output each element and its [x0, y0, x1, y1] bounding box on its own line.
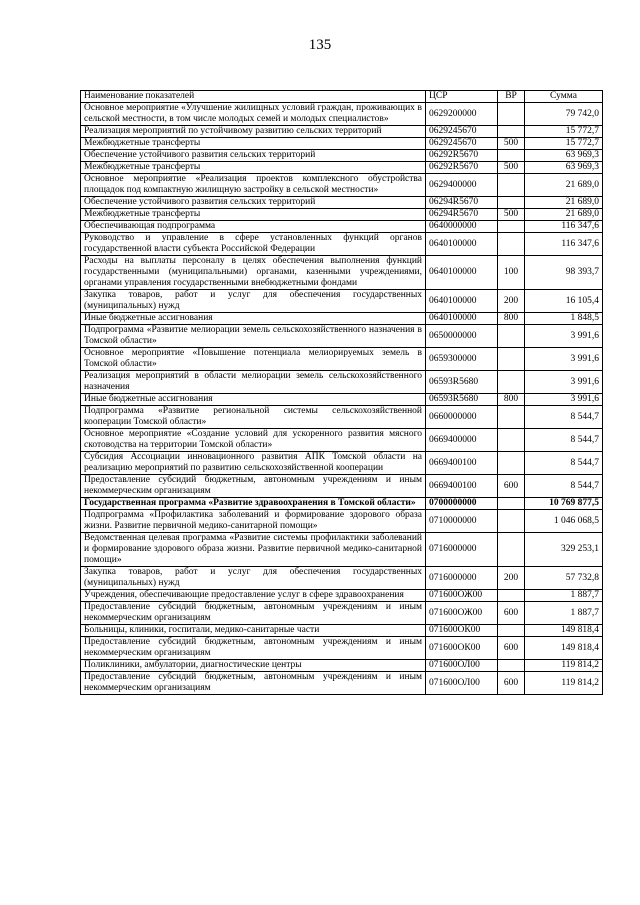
- cell-csr: 071600ОЖ00: [426, 602, 498, 625]
- cell-sum: 119 814,2: [525, 660, 603, 672]
- cell-vr: [498, 429, 525, 452]
- cell-csr: 06593R5680: [426, 371, 498, 394]
- cell-name: Закупка товаров, работ и услуг для обеспечения государственных (муниципальных) нужд: [81, 290, 426, 313]
- cell-vr: 600: [498, 637, 525, 660]
- cell-vr: [498, 510, 525, 533]
- table-row: [81, 672, 603, 695]
- cell-name: Предоставление субсидий бюджетным, автономным учреждениям и иным некоммерческим организациям: [81, 672, 426, 695]
- cell-vr: [498, 660, 525, 672]
- table-row: [81, 637, 603, 660]
- table-row: [81, 660, 603, 672]
- cell-csr: 0640000000: [426, 221, 498, 233]
- cell-vr: [498, 221, 525, 233]
- page-number: 135: [308, 37, 332, 53]
- table-row: [81, 533, 603, 567]
- cell-name: Закупка товаров, работ и услуг для обеспечения государственных (муниципальных) нужд: [81, 567, 426, 590]
- cell-vr: 600: [498, 475, 525, 498]
- cell-vr: 200: [498, 290, 525, 313]
- cell-name: Реализация мероприятий по устойчивому развитию сельских территорий: [81, 126, 426, 138]
- table-row: [81, 233, 603, 256]
- cell-name: Межбюджетные трансферты: [81, 162, 426, 174]
- cell-csr: 0660000000: [426, 406, 498, 429]
- table-row: [81, 209, 603, 221]
- cell-vr: 500: [498, 162, 525, 174]
- cell-csr: 0710000000: [426, 510, 498, 533]
- cell-sum: 16 105,4: [525, 290, 603, 313]
- cell-vr: [498, 174, 525, 197]
- cell-name: Основное мероприятие «Создание условий для ускоренного развития мясного скотоводства на территории Томской области»: [81, 429, 426, 452]
- cell-csr: 06294R5670: [426, 197, 498, 209]
- budget-table-body: [81, 91, 603, 695]
- cell-name: Основное мероприятие «Повышение потенциала мелиорируемых земель в Томской области»: [81, 348, 426, 371]
- cell-vr: [498, 371, 525, 394]
- cell-sum: 149 818,4: [525, 625, 603, 637]
- cell-name: Ведомственная целевая программа «Развитие системы профилактики заболеваний и формирование здорового образа жизни. Развитие первичной медико-санитарной помощи»: [81, 533, 426, 567]
- cell-name: Иные бюджетные ассигнования: [81, 394, 426, 406]
- cell-vr: 800: [498, 313, 525, 325]
- cell-sum: 63 969,3: [525, 162, 603, 174]
- cell-sum: 116 347,6: [525, 221, 603, 233]
- cell-csr: 0629400000: [426, 174, 498, 197]
- cell-name: Подпрограмма «Развитие региональной системы сельскохозяйственной кооперации Томской области»: [81, 406, 426, 429]
- cell-sum: 21 689,0: [525, 209, 603, 221]
- cell-csr: 071600ОЛ00: [426, 660, 498, 672]
- cell-name: Руководство и управление в сфере установленных функций органов государственной власти субъекта Российской Федерации: [81, 233, 426, 256]
- cell-sum: 15 772,7: [525, 138, 603, 150]
- cell-name: Подпрограмма «Профилактика заболеваний и формирование здорового образа жизни. Развитие первичной медико-санитарной помощи»: [81, 510, 426, 533]
- cell-sum: 8 544,7: [525, 475, 603, 498]
- table-row: [81, 256, 603, 290]
- header-sum: Сумма: [525, 91, 603, 103]
- cell-sum: 3 991,6: [525, 325, 603, 348]
- cell-vr: 200: [498, 567, 525, 590]
- cell-sum: 1 887,7: [525, 590, 603, 602]
- cell-vr: [498, 625, 525, 637]
- table-row: [81, 138, 603, 150]
- cell-name: Расходы на выплаты персоналу в целях обеспечения выполнения функций государственными (муниципальными) органами, казенными учреждениями, органами управления государственными внебюджетными фондами: [81, 256, 426, 290]
- cell-sum: 3 991,6: [525, 348, 603, 371]
- cell-sum: 3 991,6: [525, 371, 603, 394]
- cell-vr: 800: [498, 394, 525, 406]
- cell-sum: 79 742,0: [525, 103, 603, 126]
- cell-csr: 06292R5670: [426, 150, 498, 162]
- table-row: [81, 126, 603, 138]
- cell-sum: 8 544,7: [525, 429, 603, 452]
- cell-name: Предоставление субсидий бюджетным, автономным учреждениям и иным некоммерческим организациям: [81, 637, 426, 660]
- budget-table: [80, 90, 603, 695]
- cell-csr: 06292R5670: [426, 162, 498, 174]
- cell-name: Больницы, клиники, госпитали, медико-санитарные части: [81, 625, 426, 637]
- cell-vr: [498, 498, 525, 510]
- cell-sum: 149 818,4: [525, 637, 603, 660]
- cell-sum: 98 393,7: [525, 256, 603, 290]
- table-row: [81, 590, 603, 602]
- cell-csr: 0629245670: [426, 138, 498, 150]
- cell-name: Государственная программа «Развитие здравоохранения в Томской области»: [81, 498, 426, 510]
- cell-csr: 0669400000: [426, 429, 498, 452]
- cell-vr: [498, 590, 525, 602]
- cell-vr: 500: [498, 138, 525, 150]
- cell-vr: [498, 197, 525, 209]
- table-row: [81, 429, 603, 452]
- cell-sum: 21 689,0: [525, 197, 603, 209]
- cell-csr: 0659300000: [426, 348, 498, 371]
- header-vr: ВР: [498, 91, 525, 103]
- table-row: [81, 498, 603, 510]
- cell-name: Обеспечение устойчивого развития сельских территорий: [81, 197, 426, 209]
- table-header-row: [81, 91, 603, 103]
- cell-vr: [498, 150, 525, 162]
- cell-csr: 0650000000: [426, 325, 498, 348]
- table-row: [81, 197, 603, 209]
- cell-name: Межбюджетные трансферты: [81, 138, 426, 150]
- cell-vr: [498, 533, 525, 567]
- table-row: [81, 371, 603, 394]
- cell-csr: 0640100000: [426, 313, 498, 325]
- cell-name: Обеспечение устойчивого развития сельских территорий: [81, 150, 426, 162]
- table-row: [81, 625, 603, 637]
- cell-vr: [498, 233, 525, 256]
- cell-vr: 600: [498, 672, 525, 695]
- cell-csr: 0640100000: [426, 256, 498, 290]
- cell-name: Субсидия Ассоциации инновационного развития АПК Томской области на реализацию мероприятий по развитию сельскохозяйственной кооперации: [81, 452, 426, 475]
- cell-vr: [498, 126, 525, 138]
- cell-csr: 0700000000: [426, 498, 498, 510]
- cell-vr: [498, 452, 525, 475]
- cell-sum: 21 689,0: [525, 174, 603, 197]
- cell-sum: 329 253,1: [525, 533, 603, 567]
- header-name: Наименование показателей: [81, 91, 426, 103]
- cell-csr: 0716000000: [426, 567, 498, 590]
- cell-csr: 06294R5670: [426, 209, 498, 221]
- cell-csr: 071600ОК00: [426, 637, 498, 660]
- table-row: [81, 602, 603, 625]
- cell-name: Реализация мероприятий в области мелиорации земель сельскохозяйственного назначения: [81, 371, 426, 394]
- header-csr: ЦСР: [426, 91, 498, 103]
- cell-sum: 15 772,7: [525, 126, 603, 138]
- cell-sum: 1 848,5: [525, 313, 603, 325]
- table-row: [81, 348, 603, 371]
- table-row: [81, 510, 603, 533]
- cell-vr: [498, 406, 525, 429]
- cell-sum: 1 046 068,5: [525, 510, 603, 533]
- cell-csr: 0640100000: [426, 290, 498, 313]
- cell-sum: 1 887,7: [525, 602, 603, 625]
- cell-sum: 57 732,8: [525, 567, 603, 590]
- cell-name: Иные бюджетные ассигнования: [81, 313, 426, 325]
- table-row: [81, 325, 603, 348]
- cell-vr: [498, 103, 525, 126]
- cell-csr: 071600ОЖ00: [426, 590, 498, 602]
- cell-csr: 0669400100: [426, 452, 498, 475]
- cell-csr: 0669400100: [426, 475, 498, 498]
- table-row: [81, 162, 603, 174]
- cell-sum: 8 544,7: [525, 452, 603, 475]
- cell-name: Основное мероприятие «Реализация проектов комплексного обустройства площадок под компактную жилищную застройку в сельской местности»: [81, 174, 426, 197]
- cell-csr: 0629245670: [426, 126, 498, 138]
- table-row: [81, 313, 603, 325]
- table-row: [81, 452, 603, 475]
- table-row: [81, 103, 603, 126]
- table-row: [81, 475, 603, 498]
- cell-vr: 500: [498, 209, 525, 221]
- table-row: [81, 174, 603, 197]
- table-row: [81, 150, 603, 162]
- cell-vr: 600: [498, 602, 525, 625]
- cell-name: Учреждения, обеспечивающие предоставление услуг в сфере здравоохранения: [81, 590, 426, 602]
- cell-csr: 0716000000: [426, 533, 498, 567]
- cell-csr: 071600ОК00: [426, 625, 498, 637]
- cell-vr: [498, 348, 525, 371]
- cell-csr: 0629200000: [426, 103, 498, 126]
- cell-sum: 116 347,6: [525, 233, 603, 256]
- cell-vr: [498, 325, 525, 348]
- cell-sum: 63 969,3: [525, 150, 603, 162]
- cell-sum: 119 814,2: [525, 672, 603, 695]
- table-row: [81, 406, 603, 429]
- cell-sum: 10 769 877,5: [525, 498, 603, 510]
- table-row: [81, 221, 603, 233]
- cell-name: Поликлиники, амбулатории, диагностические центры: [81, 660, 426, 672]
- cell-name: Межбюджетные трансферты: [81, 209, 426, 221]
- cell-csr: 0640100000: [426, 233, 498, 256]
- cell-csr: 06593R5680: [426, 394, 498, 406]
- cell-csr: 071600ОЛ00: [426, 672, 498, 695]
- cell-vr: 100: [498, 256, 525, 290]
- cell-name: Основное мероприятие «Улучшение жилищных условий граждан, проживающих в сельской местности, в том числе молодых семей и молодых специалистов»: [81, 103, 426, 126]
- table-row: [81, 567, 603, 590]
- cell-name: Предоставление субсидий бюджетным, автономным учреждениям и иным некоммерческим организациям: [81, 602, 426, 625]
- cell-name: Подпрограмма «Развитие мелиорации земель сельскохозяйственного назначения в Томской области»: [81, 325, 426, 348]
- cell-sum: 8 544,7: [525, 406, 603, 429]
- cell-sum: 3 991,6: [525, 394, 603, 406]
- table-row: [81, 290, 603, 313]
- table-row: [81, 394, 603, 406]
- cell-name: Обеспечивающая подпрограмма: [81, 221, 426, 233]
- cell-name: Предоставление субсидий бюджетным, автономным учреждениям и иным некоммерческим организациям: [81, 475, 426, 498]
